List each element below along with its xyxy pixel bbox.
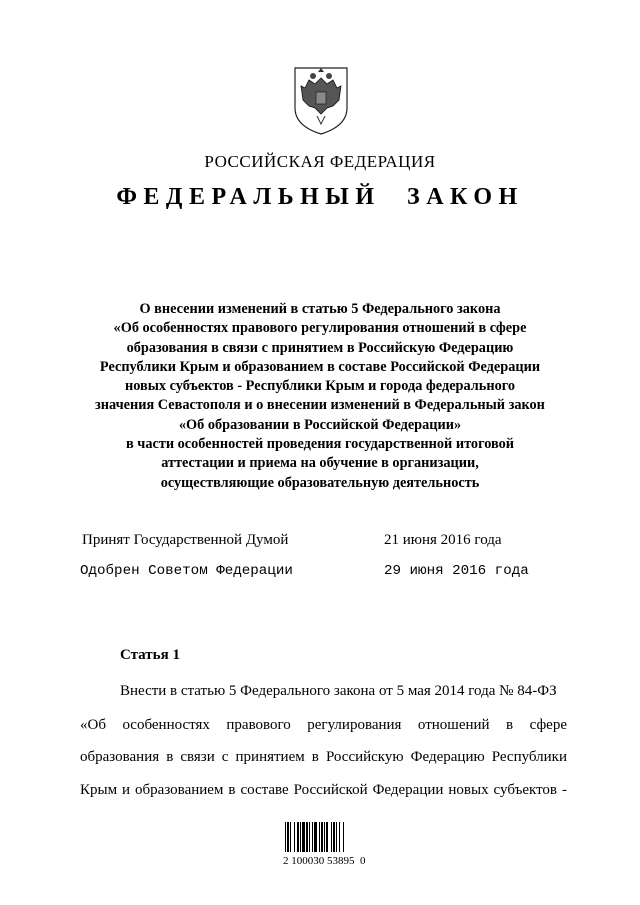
council-approval-label: Одобрен Советом Федерации	[80, 563, 293, 579]
title-line: «Об особенностях правового регулирования отношений в сфере	[113, 320, 527, 337]
title-line: О внесении изменений в статью 5 Федерального закона	[139, 301, 501, 317]
law-subject-title	[80, 300, 560, 493]
article-text-line: Внести в статью 5 Федерального закона от 5 мая 2014 года № 84-ФЗ	[120, 683, 557, 699]
duma-adoption-label: Принят Государственной Думой	[82, 532, 289, 548]
title-line: в части особенностей проведения государственной итоговой	[125, 436, 515, 453]
article-heading: Статья 1	[120, 647, 180, 663]
duma-adoption-date: 21 июня 2016 года	[384, 532, 502, 548]
title-line: аттестации и приема на обучение в организации,	[161, 455, 479, 472]
article-text-line: образования в связи с принятием в Российскую Федерацию Республики	[80, 749, 567, 765]
title-line: осуществляющие образовательную деятельность	[160, 474, 480, 491]
council-approval-date: 29 июня 2016 года	[384, 563, 529, 579]
country-name: РОССИЙСКАЯ ФЕДЕРАЦИЯ	[204, 152, 436, 171]
law-type-heading: ФЕДЕРАЛЬНЫЙ ЗАКОН	[116, 184, 524, 210]
title-line: значения Севастополя и о внесении изменений в Федеральный закон	[95, 397, 545, 414]
title-line: новых субъектов - Республики Крым и города федерального	[124, 378, 516, 395]
title-line: Республики Крым и образованием в составе Российской Федерации	[99, 358, 541, 375]
russian-coat-of-arms-icon	[291, 64, 351, 136]
title-line: «Об образовании в Российской Федерации»	[178, 416, 462, 433]
article-text-line: «Об особенностях правового регулирования отношений в сфере	[80, 717, 567, 733]
title-line: образования в связи с принятием в Российскую Федерацию	[126, 339, 514, 356]
article-text-line: Крым и образованием в составе Российской Федерации новых субъектов -	[80, 782, 567, 798]
barcode-icon	[284, 822, 374, 852]
barcode-number: 2 100030 53895 0	[283, 855, 366, 867]
